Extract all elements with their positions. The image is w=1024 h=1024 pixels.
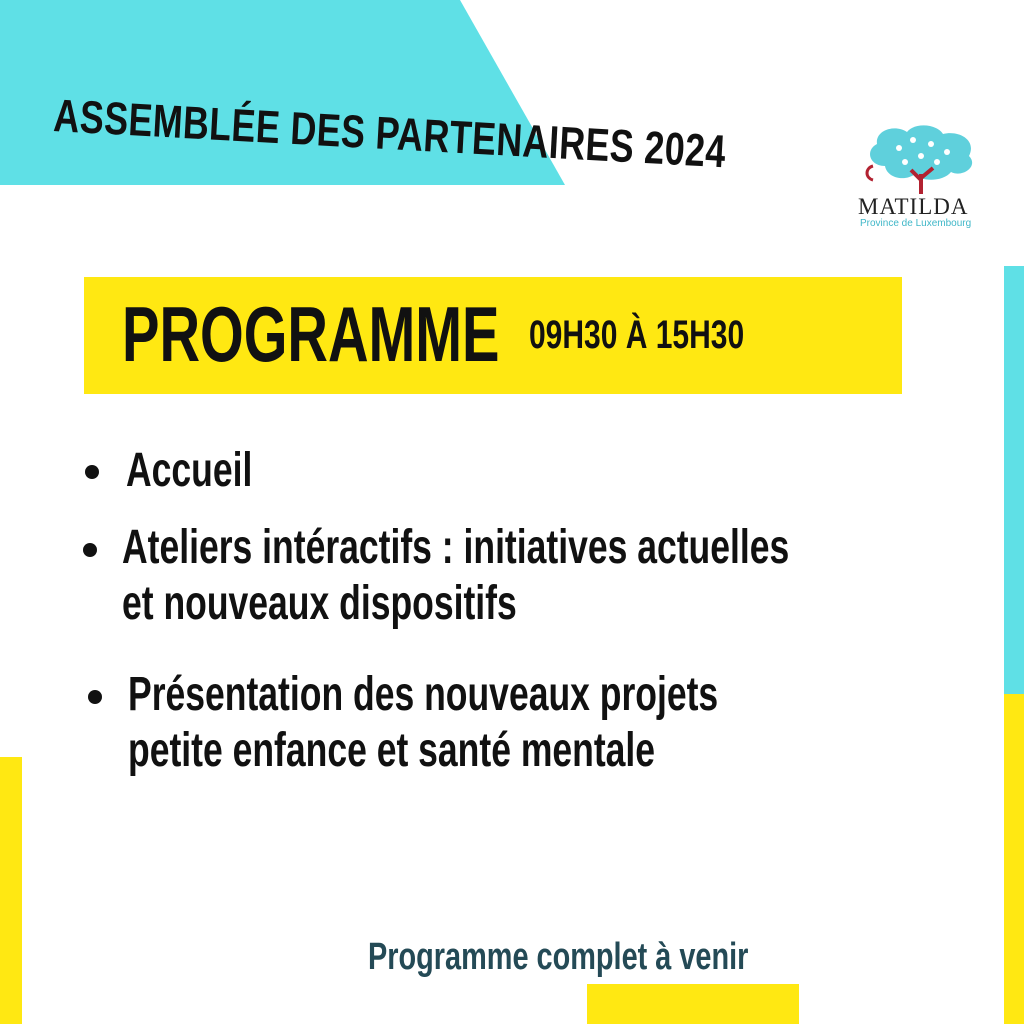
logo-subtitle: Province de Luxembourg (860, 218, 972, 229)
matilda-logo (855, 122, 990, 234)
bottom-yellow-bar (587, 984, 799, 1024)
list-item-line: Ateliers intéractifs : initiatives actuelles (122, 521, 790, 574)
list-item (128, 667, 718, 779)
list-item-line: Accueil (126, 444, 253, 497)
programme-title: PROGRAMME (122, 290, 500, 378)
bullet-icon (85, 465, 99, 479)
bullet-icon (83, 543, 97, 557)
list-item-line: petite enfance et santé mentale (128, 724, 656, 777)
list-item (122, 520, 789, 632)
footer-note: Programme complet à venir (368, 936, 749, 978)
logo-name: MATILDA (858, 194, 969, 219)
left-yellow-bar (0, 757, 22, 1024)
event-title: ASSEMBLÉE DES PARTENAIRES 2024 (52, 89, 728, 178)
right-cyan-bar (1004, 266, 1024, 694)
list-item-line: et nouveaux dispositifs (122, 577, 517, 630)
list-item-line: Présentation des nouveaux projets (128, 668, 719, 721)
tree-logo-icon (855, 122, 990, 202)
bullet-icon (88, 690, 102, 704)
list-item (126, 443, 252, 499)
right-yellow-bar (1004, 694, 1024, 1024)
programme-banner (84, 277, 902, 394)
programme-time: 09H30 À 15H30 (529, 313, 745, 357)
